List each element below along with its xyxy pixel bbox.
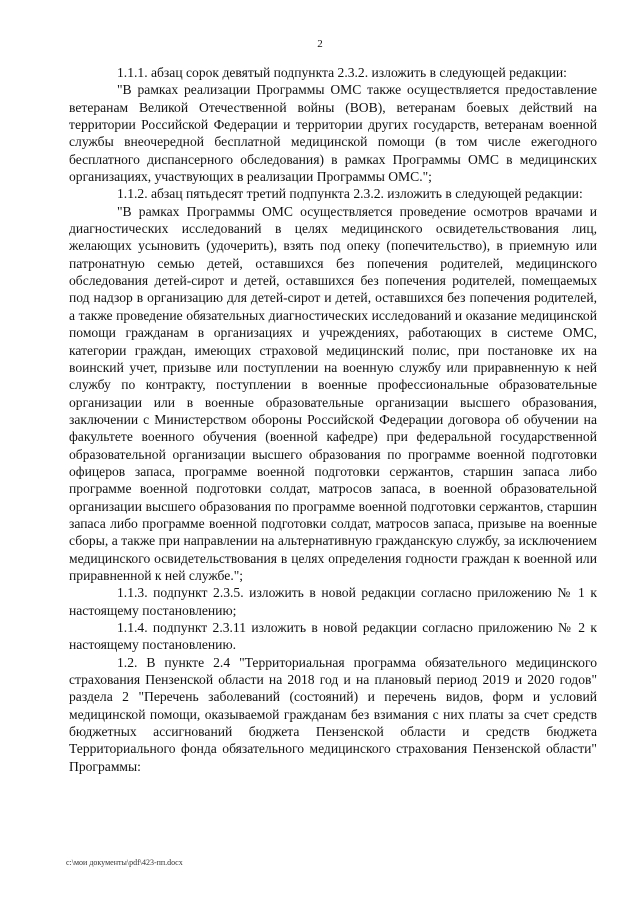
paragraph-1-1-2: 1.1.2. абзац пятьдесят третий подпункта 2.3.2. изложить в следующей редакции: [117,186,583,202]
page-number: 2 [317,38,323,50]
paragraph-1-1-4: 1.1.4. подпункт 2.3.11 изложить в новой редакции согласно приложению № 2 к настоящему постановлению. [69,620,597,653]
paragraph-1-1-3: 1.1.3. подпункт 2.3.5. изложить в новой редакции согласно приложению № 1 к настоящему постановлению; [69,585,597,618]
quoted-text-1-1-1: "В рамках реализации Программы ОМС также осуществляется предоставление ветеранам Великой Отечественной войны (ВОВ), ветеранам боевых действий на территории Российской Федерации и территории других государств, ветеранам военной службы внеочередной бесплатной медицинской помощи (в том числе ежегодного бесплатного диспансерного обследования) в рамках Программы ОМС в медицинских организациях, участвующих в реализации Программы ОМС."; [69,82,597,185]
quoted-text-1-1-2: "В рамках Программы ОМС осуществляется проведение осмотров врачами и диагностических исследований в целях медицинского освидетельствования лиц, желающих усыновить (удочерить), взять под опеку (попечительство), в приемную или патронатную семью детей, оставшихся без попечения родителей, медицинского обследования детей-сирот и детей, оставшихся без попечения родителей, помещаемых под надзор в организацию для детей-сирот и детей, оставшихся без попечения родителей, а также проведение обязательных диагностических исследований и оказание медицинской помощи гражданам в организациях и учреждениях, работающих в системе ОМС, категории граждан, имеющих страховой медицинский полис, при постановке их на воинский учет, призыве или поступлении на военную службу или приравненную к ней службу по контракту, поступлении в военные профессиональные образовательные организации или в военные образовательные организации высшего образования, заключении с Министерством обороны Российской Федерации договора об обучении на факультете военного обучения (военной кафедре) при федеральной государственной образовательной организации высшего образования по программе военной подготовки офицеров запаса, программе военной подготовки сержантов, старшин запаса либо программе военной подготовки солдат, матросов запаса, в военной образовательной организации высшего образования по программе военной подготовки сержантов, старшин запаса либо программе военной подготовки солдат, матросов запаса, призыве на военные сборы, а также при направлении на альтернативную гражданскую службу, за исключением медицинского освидетельствования в целях определения годности граждан к военной или приравненной к ней службе."; [69,203,597,583]
document-body [69,64,597,775]
paragraph-1-2: 1.2. В пункте 2.4 "Территориальная программа обязательного медицинского страхования Пензенской области на 2018 год и на плановый период 2019 и 2020 годов" раздела 2 "Перечень заболеваний (состояний) и перечень видов, форм и условий медицинской помощи, оказываемой гражданам без взимания с них платы за счет средств бюджетных ассигнований бюджета Пензенской области и средств бюджета Территориального фонда обязательного медицинского страхования Пензенской области" Программы: [69,654,597,774]
footer-file-path: c:\мои документы\pdf\423-пп.docx [66,858,183,867]
paragraph-1-1-1: 1.1.1. абзац сорок девятый подпункта 2.3.2. изложить в следующей редакции: [117,65,567,80]
